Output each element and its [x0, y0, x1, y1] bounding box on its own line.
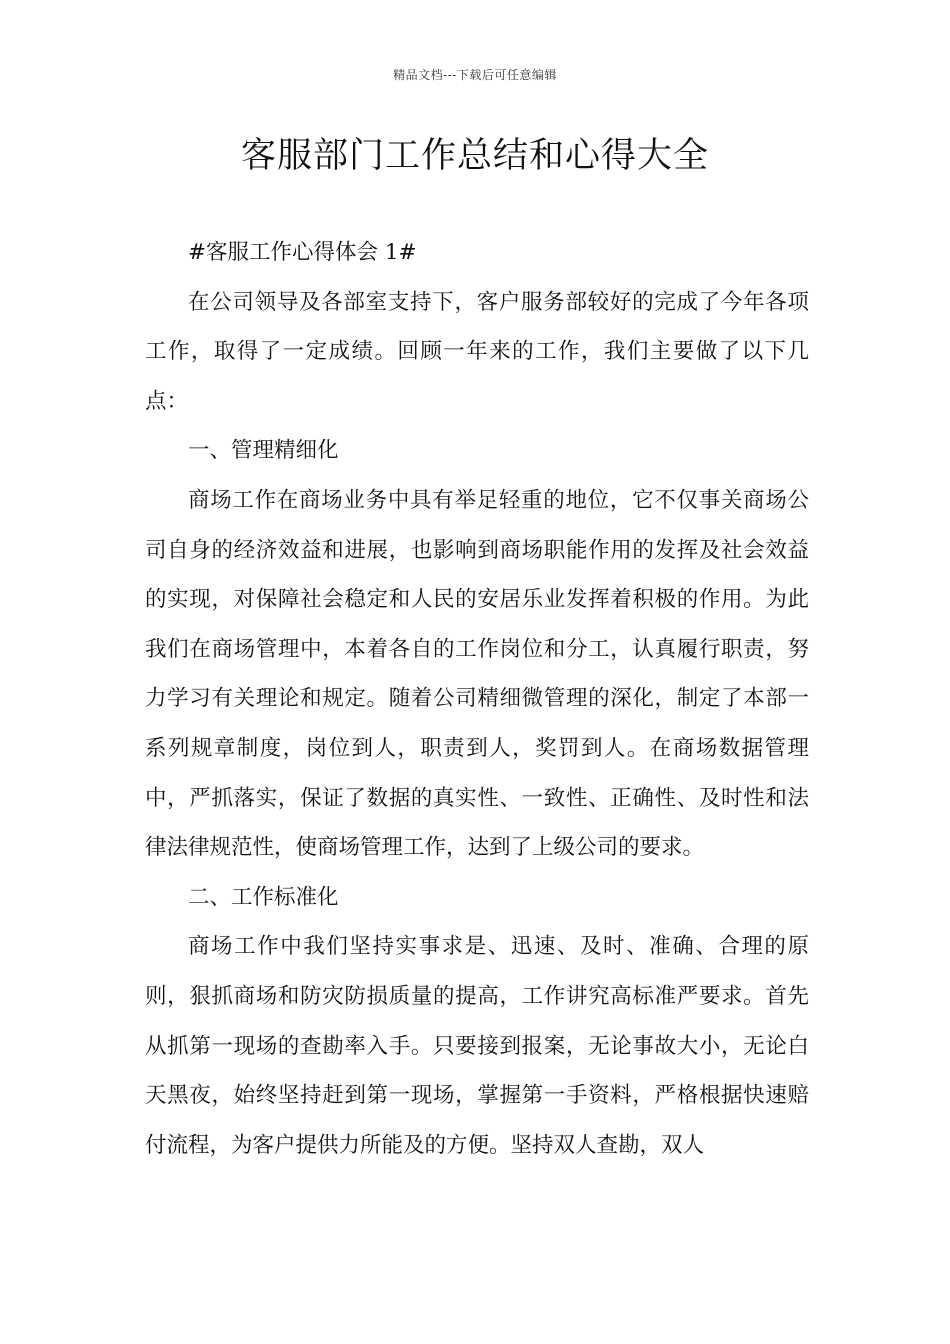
section-heading: 一、管理精细化 — [188, 438, 339, 464]
paragraph: 商场工作中我们坚持实事求是、迅速、及时、准确、合理的原则，狠抓商场和防灾防损质量的提高，工作讲究高标准严要求。首先从抓第一现场的查勘率入手。只要接到报案，无论事故大小，无论白天黑夜，始终坚持赶到第一现场，掌握第一手资料，严格根据快速赔付流程，为客户提供力所能及的方便。坚持双人查勘，双人 — [145, 934, 809, 1158]
paragraph: 在公司领导及各部室支持下，客户服务部较好的完成了今年各项工作，取得了一定成绩。回顾一年来的工作，我们主要做了以下几点： — [145, 289, 809, 414]
paragraph: 商场工作在商场业务中具有举足轻重的地位，它不仅事关商场公司自身的经济效益和进展，也影响到商场职能作用的发挥及社会效益的实现，对保障社会稳定和人民的安居乐业发挥着积极的作用。为此我们在商场管理中，本着各自的工作岗位和分工，认真履行职责，努力学习有关理论和规定。随着公司精细微管理的深化，制定了本部一系列规章制度，岗位到人，职责到人，奖罚到人。在商场数据管理中，严抓落实，保证了数据的真实性、一致性、正确性、及时性和法律法律规范性，使商场管理工作，达到了上级公司的要求。 — [145, 487, 809, 861]
section-heading: #客服工作心得体会 1# — [188, 240, 417, 265]
header-note: 精品文档---下载后可任意编辑 — [393, 68, 557, 82]
document-title: 客服部门工作总结和心得大全 — [240, 136, 709, 176]
section-heading: 二、工作标准化 — [188, 884, 339, 910]
document-body — [145, 228, 809, 1170]
